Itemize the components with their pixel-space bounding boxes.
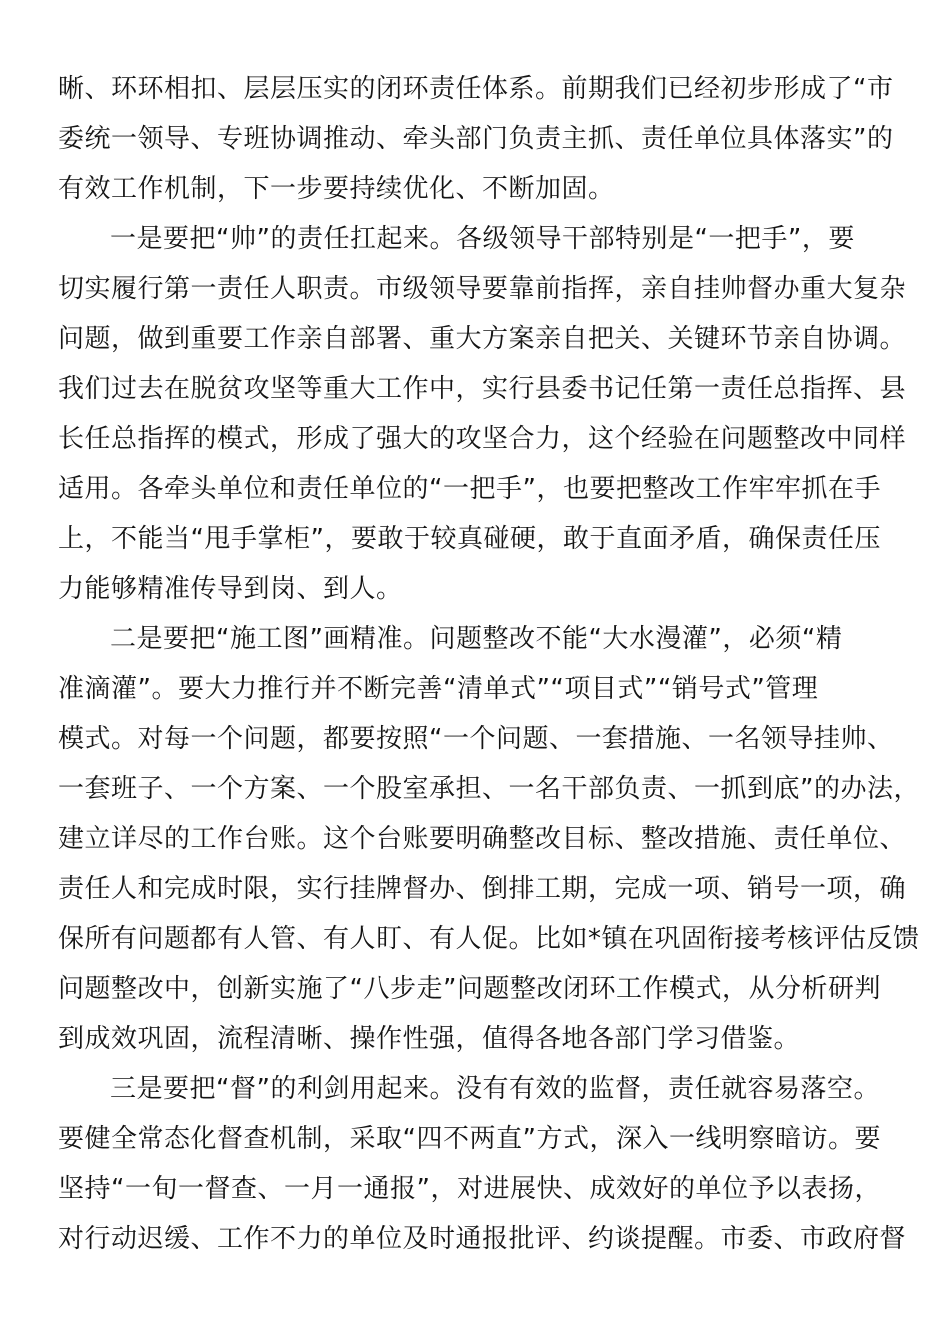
text-line: 坚持“一旬一督查、一月一通报”，对进展快、成效好的单位予以表扬， <box>58 1174 881 1204</box>
text-line: 适用。各牵头单位和责任单位的“一把手”，也要把整改工作牢牢抓在手 <box>58 474 881 504</box>
text-line: 晰、环环相扣、层层压实的闭环责任体系。前期我们已经初步形成了“市 <box>58 74 894 104</box>
text-line: 责任人和完成时限，实行挂牌督办、倒排工期，完成一项、销号一项，确 <box>58 874 907 904</box>
paragraph-3-start: 三是要把“督”的利剑用起来。没有有效的监督，责任就容易落空。 <box>110 1074 880 1104</box>
text-line: 准滴灌”。要大力推行并不断完善“清单式”“项目式”“销号式”管理 <box>58 674 819 704</box>
paragraph-2-start: 二是要把“施工图”画精准。问题整改不能“大水漫灌”，必须“精 <box>110 624 843 654</box>
text-line: 上，不能当“甩手掌柜”，要敢于较真碰硬，敢于直面矛盾，确保责任压 <box>58 524 881 554</box>
text-line: 保所有问题都有人管、有人盯、有人促。比如*镇在巩固衔接考核评估反馈 <box>58 924 920 954</box>
text-line: 问题整改中，创新实施了“八步走”问题整改闭环工作模式，从分析研判 <box>58 974 881 1004</box>
text-line: 切实履行第一责任人职责。市级领导要靠前指挥，亲自挂帅督办重大复杂 <box>58 274 907 304</box>
text-line: 对行动迟缓、工作不力的单位及时通报批评、约谈提醒。市委、市政府督 <box>58 1224 907 1254</box>
text-line: 到成效巩固，流程清晰、操作性强，值得各地各部门学习借鉴。 <box>58 1024 801 1054</box>
text-line: 问题，做到重要工作亲自部署、重大方案亲自把关、关键环节亲自协调。 <box>58 324 907 354</box>
text-line: 要健全常态化督查机制，采取“四不两直”方式，深入一线明察暗访。要 <box>58 1124 881 1154</box>
text-line: 建立详尽的工作台账。这个台账要明确整改目标、整改措施、责任单位、 <box>58 824 907 854</box>
text-line: 有效工作机制，下一步要持续优化、不断加固。 <box>58 174 615 204</box>
text-line: 模式。对每一个问题，都要按照“一个问题、一套措施、一名领导挂帅、 <box>58 724 894 754</box>
text-line: 委统一领导、专班协调推动、牵头部门负责主抓、责任单位具体落实”的 <box>58 124 894 154</box>
text-line: 长任总指挥的模式，形成了强大的攻坚合力，这个经验在问题整改中同样 <box>58 424 907 454</box>
text-line: 我们过去在脱贫攻坚等重大工作中，实行县委书记任第一责任总指挥、县 <box>58 374 907 404</box>
paragraph-1-start: 一是要把“帅”的责任扛起来。各级领导干部特别是“一把手”，要 <box>110 224 855 254</box>
text-line: 力能够精准传导到岗、到人。 <box>58 574 403 604</box>
text-line: 一套班子、一个方案、一个股室承担、一名干部负责、一抓到底”的办法， <box>58 774 920 804</box>
